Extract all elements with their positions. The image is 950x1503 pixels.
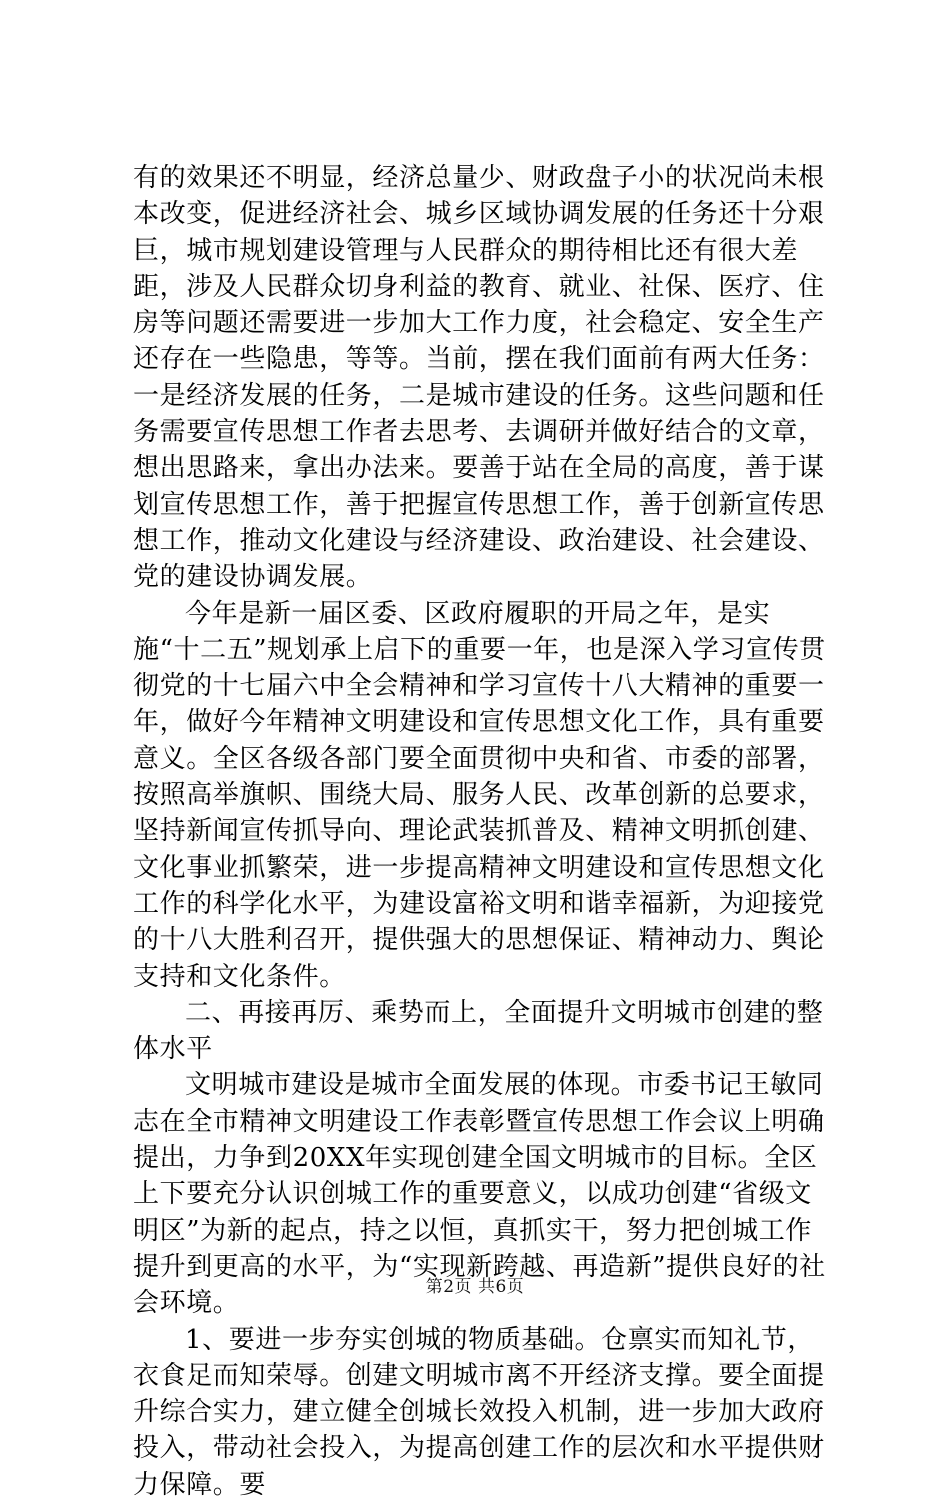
paragraph-item-1: 1、要进一步夯实创城的物质基础。仓禀实而知礼节，衣食足而知荣辱。创建文明城市离不开经济支撑。要全面提升综合实力，建立健全创城长效投入机制，进一步加大政府投入，带动社会投入，为提高创建工作的层次和水平提供财力保障。要: [133, 1324, 825, 1500]
paragraph-annual-tasks: 今年是新一届区委、区政府履职的开局之年，是实施“十二五”规划承上启下的重要一年，也是深入学习宣传贯彻党的十七届六中全会精神和学习宣传十八大精神的重要一年，做好今年精神文明建设和宣传思想文化工作，具有重要意义。全区各级各部门要全面贯彻中央和省、市委的部署，按照高举旗帜、围绕大局、服务人民、改革创新的总要求，坚持新闻宣传抓导向、理论武装抓普及、精神文明抓创建、文化事业抓繁荣，进一步提高精神文明建设和宣传思想文化工作的科学化水平，为建设富裕文明和谐幸福新，为迎接党的十八大胜利召开，提供强大的思想保证、精神动力、舆论支持和文化条件。: [133, 598, 826, 992]
document-body: [133, 160, 833, 1503]
paragraph-civilized-city: 文明城市建设是城市全面发展的体现。市委书记王敏同志在全市精神文明建设工作表彰暨宣传思想工作会议上明确提出，力争到20XX年实现创建全国文明城市的目标。全区上下要充分认识创城工作的重要意义，以成功创建“省级文明区”为新的起点，持之以恒，真抓实干，努力把创城工作提升到更高的水平，为“实现新跨越、再造新”提供良好的社会环境。: [133, 1070, 826, 1319]
section-heading: 二、再接再厉、乘势而上，全面提升文明城市创建的整体水平: [133, 997, 824, 1065]
paragraph-continuation: 有的效果还不明显，经济总量少、财政盘子小的状况尚未根本改变，促进经济社会、城乡区域协调发展的任务还十分艰巨，城市规划建设管理与人民群众的期待相比还有很大差距，涉及人民群众切身利益的教育、就业、社保、医疗、住房等问题还需要进一步加大工作力度，社会稳定、安全生产还存在一些隐患，等等。当前，摆在我们面前有两大任务：一是经济发展的任务，二是城市建设的任务。这些问题和任务需要宣传思想工作者去思考、去调研并做好结合的文章，想出思路来，拿出办法来。要善于站在全局的高度，善于谋划宣传思想工作，善于把握宣传思想工作，善于创新宣传思想工作，推动文化建设与经济建设、政治建设、社会建设、党的建设协调发展。: [133, 163, 825, 593]
page-footer: 第2页 共6页: [425, 1277, 525, 1297]
